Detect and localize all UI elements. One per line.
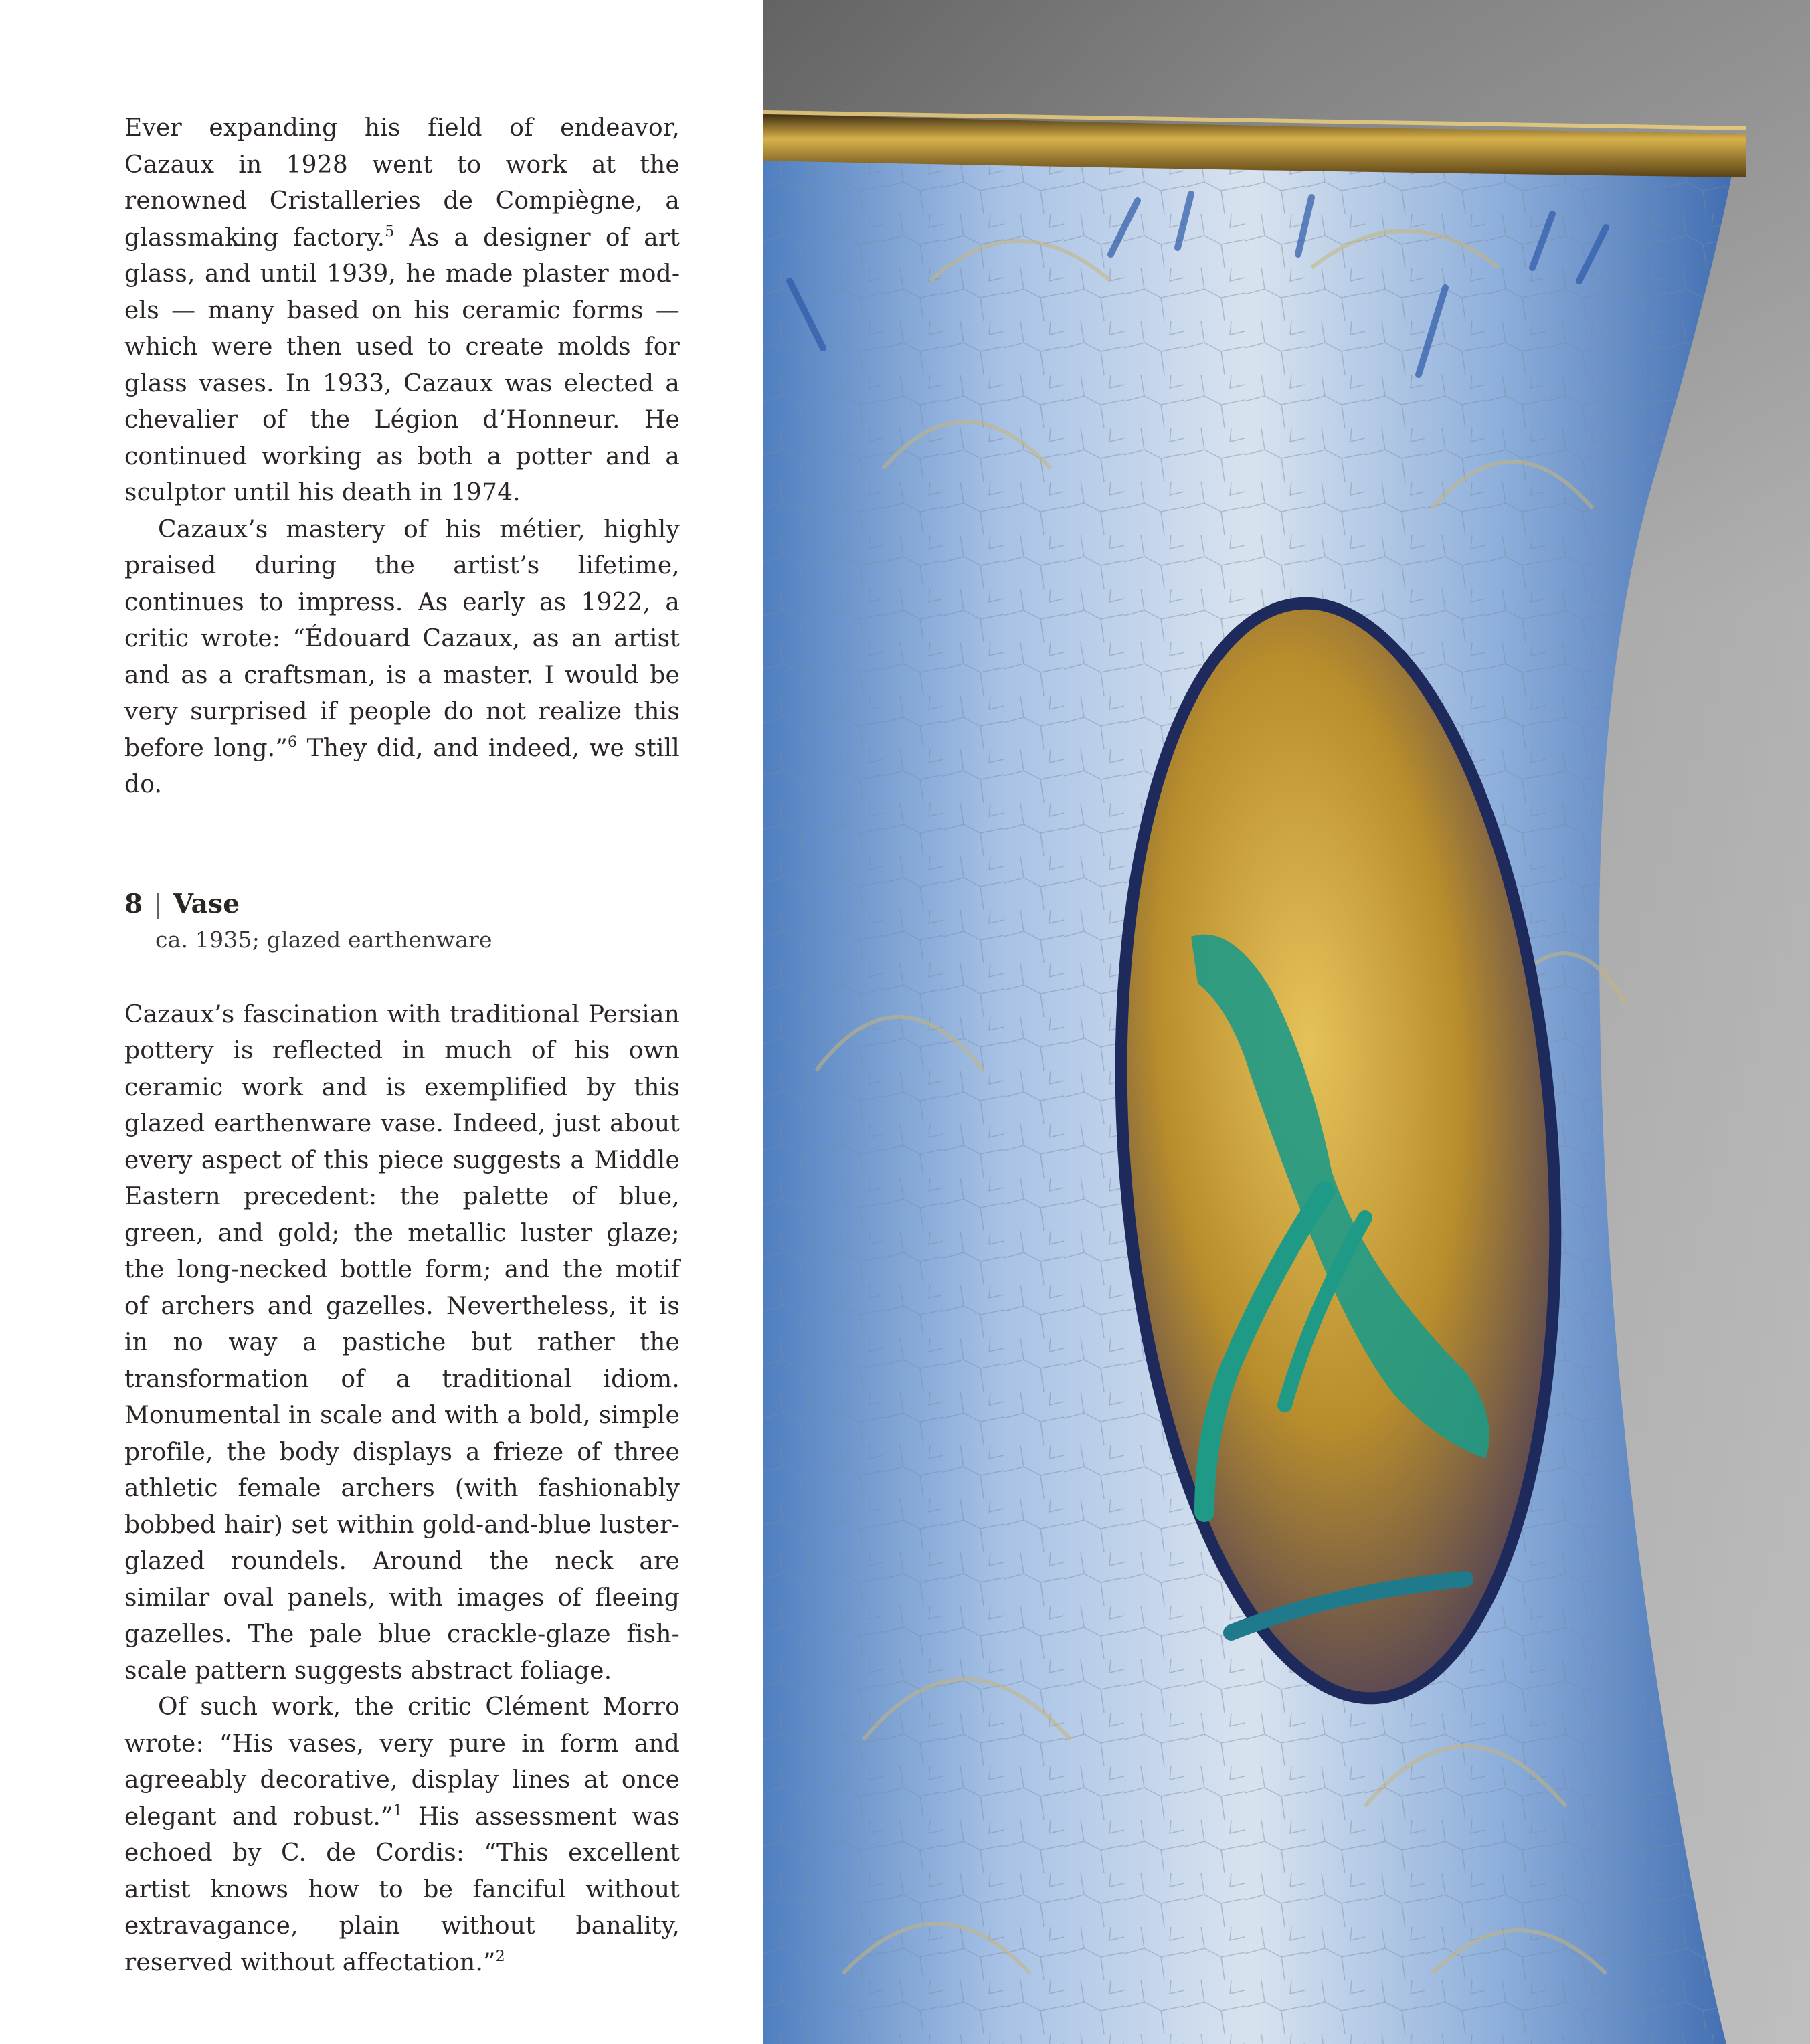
catalog-entry-heading [124,885,680,957]
entry-meta: ca. 1935; glazed earthenware [155,926,492,953]
entry-paragraph-1: Cazaux’s fascination with traditional Persian pottery is reflected in much of his own ceramic work and is exemplified by this glazed earthenware vase. Indeed, just about every aspect of this piece suggests a Middle Eastern precedent: the palette of blue, green, and gold; the metallic luster glaze; the long-necked bottle form; and the motif of archers and gazelles. Nevertheless, it is in no way a pastiche but rather the transformation of a traditional idiom. Monumental in scale and with a bold, simple profile, the body displays a frieze of three athletic female archers (with fashionably bobbed hair) set within gold-and-blue luster-glazed roundels. Around the neck are similar oval panels, with images of fleeing gazelles. The pale blue crackle-glaze fish-scale pattern suggests abstract foliage. [124,1000,680,1685]
vase-photograph [763,0,1810,2044]
text-column [124,110,680,1981]
footnote-ref[interactable]: 6 [288,733,298,751]
entry-separator: | [153,889,163,919]
footnote-ref[interactable]: 2 [495,1948,505,1965]
entry-title: Vase [173,888,240,919]
entry-paragraph-2: Of such work, the critic Clément Morro wrote: “His vases, very pure in form and agreeably decorative, display lines at once elegant and robust.”$^1$ His assessment was echoed by C. de Cordis: “This excellent artist knows how to be fanciful without extravagance, plain without banality, reserved without affectation.”$^2$ [124,1693,681,1976]
footnote-ref[interactable]: 5 [385,223,395,240]
footnote-ref[interactable]: 1 [393,1802,403,1819]
entry-number: 8 [124,888,143,919]
intro-paragraph-1: Ever expanding his field of endeavor, Cazaux in 1928 went to work at the renowned Cristalleries de Compiègne, a glassmaking factory.$^5$ As a designer of art glass, and until 1939, he made plaster models — many based on his ceramic forms — which were then used to create molds for glass vases. In 1933, Cazaux was elected a chevalier of the Légion d’Honneur. He continued working as both a potter and a sculptor until his death in 1974. [124,114,680,506]
intro-paragraph-2: Cazaux’s mastery of his métier, highly praised during the artist’s lifetime, continues to impress. As early as 1922, a critic wrote: “Édouard Cazaux, as an artist and as a craftsman, is a master. I would be very surprised if people do not realize this before long.”$^6$ They did, and indeed, we still do. [124,515,681,798]
